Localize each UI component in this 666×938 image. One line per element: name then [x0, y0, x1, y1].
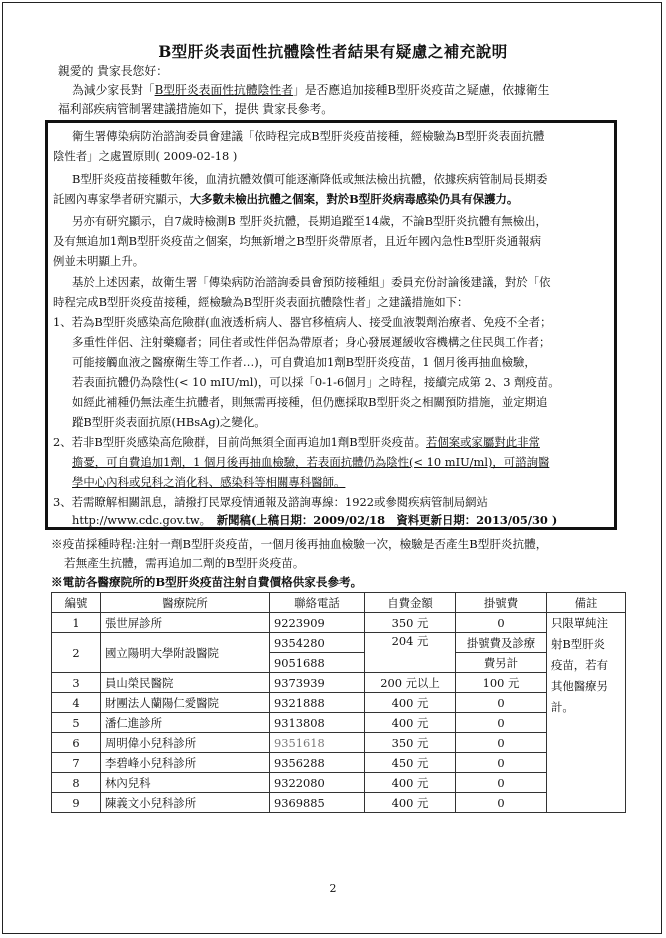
table-row — [52, 753, 626, 773]
page-title: B型肝炎表面性抗體陰性者結果有疑慮之補充說明 — [158, 42, 508, 61]
box-item2-line2: 擔憂，可自費追加1劑，1 個月後再抽血檢驗，若表面抗體仍為陰性(< 10 mIU/ml)，可諮詢醫 — [72, 455, 550, 469]
table-row — [52, 613, 626, 633]
vaccine-schedule-note-1: ※疫苗採種時程:注射一劑B型肝炎疫苗，一個月後再抽血檢驗一次，檢驗是否產生B型肝炎抗體， — [51, 537, 548, 551]
cell-hospital: 員山榮民醫院 — [101, 673, 270, 693]
box-p4-line2: 時程完成B型肝炎疫苗接種，經檢驗為B型肝炎表面抗體陰性者」之建議措施如下： — [53, 295, 469, 309]
box-item1-line6: 蹤B型肝炎表面抗原(HBsAg)之變化。 — [72, 415, 266, 429]
cell-phone: 9313808 — [270, 713, 365, 733]
table-row — [52, 693, 626, 713]
col-header-fee: 自費金額 — [365, 593, 456, 613]
table-row — [52, 673, 626, 693]
remark-cell: 只限單純注 射B型肝炎 疫苗，若有 其他醫療另 計。 — [547, 613, 626, 813]
col-header-no: 編號 — [52, 593, 101, 613]
cell-no: 8 — [52, 773, 101, 793]
cell-no: 2 — [52, 633, 101, 673]
cell-registration: 0 — [456, 793, 547, 813]
cell-registration: 0 — [456, 773, 547, 793]
cell-no: 6 — [52, 733, 101, 753]
cell-no: 9 — [52, 793, 101, 813]
box-p1-line1: 衛生署傳染病防治諮詢委員會建議「依時程完成B型肝炎疫苗接種，經檢驗為B型肝炎表面抗體 — [72, 129, 545, 143]
cell-fee: 400 元 — [365, 773, 456, 793]
box-item3-line2: http://www.cdc.gov.tw。 新聞稿(上稿日期：2009/02/18 資料更新日期：2013/05/30 ) — [72, 513, 558, 527]
box-item1-line2: 多重性伴侶、注射藥癮者；同住者或性伴侶為帶原者；身心發展遲緩收容機構之住民與工作者； — [72, 335, 551, 349]
col-header-remark: 備註 — [547, 593, 626, 613]
table-header-row — [52, 593, 626, 613]
cdc-website-link[interactable]: http://www.cdc.gov.tw。 — [72, 513, 206, 527]
cell-registration: 100 元 — [456, 673, 547, 693]
cell-no: 5 — [52, 713, 101, 733]
cell-fee: 400 元 — [365, 693, 456, 713]
box-p3-line1: 另亦有研究顯示，自7歲時檢測B 型肝炎抗體，長期追蹤至14歲，不論B型肝炎抗體有無檢出， — [72, 214, 547, 228]
cell-hospital: 財團法人蘭陽仁愛醫院 — [101, 693, 270, 713]
cell-fee: 200 元以上 — [365, 673, 456, 693]
cell-no: 3 — [52, 673, 101, 693]
page-number: 2 — [329, 882, 337, 895]
cell-hospital: 林內兒科 — [101, 773, 270, 793]
cell-hospital: 陳義文小兒科診所 — [101, 793, 270, 813]
box-p2-line2: 託國內專家學者研究顯示，大多數未檢出抗體之個案，對於B型肝炎病毒感染仍具有保護力。 — [53, 192, 519, 206]
box-p3-line3: 例並未明顯上升。 — [53, 254, 145, 268]
cell-hospital: 張世屏診所 — [101, 613, 270, 633]
cell-no: 7 — [52, 753, 101, 773]
cell-phone: 9322080 — [270, 773, 365, 793]
cell-phone: 9356288 — [270, 753, 365, 773]
cell-registration: 0 — [456, 693, 547, 713]
cell-phone: 9354280 — [270, 633, 365, 653]
cell-phone: 9373939 — [270, 673, 365, 693]
box-item2-line3: 學中心內科或兒科之消化科、感染科等相關專科醫師。 — [72, 475, 346, 489]
cell-no: 1 — [52, 613, 101, 633]
box-p3-line2: 及有無追加1劑B型肝炎疫苗之個案，均無新增之B型肝炎帶原者，且近年國內急性B型肝炎通報病 — [53, 234, 541, 248]
table-row — [52, 713, 626, 733]
box-item1-line4: 若表面抗體仍為陰性(< 10 mIU/ml)，可以採「0-1-6個月」之時程，接續完成第 2、3 劑疫苗。 — [72, 375, 560, 389]
cell-phone: 9051688 — [270, 653, 365, 673]
box-p2-line1: B型肝炎疫苗接種數年後，血清抗體效價可能逐漸降低或無法檢出抗體，依據疾病管制局長期委 — [72, 172, 548, 186]
greeting: 親愛的 貴家長您好： — [58, 64, 168, 78]
box-item1-line1: 1、若為B型肝炎感染高危險群(血液透析病人、器官移植病人、接受血液製劑治療者、免疫不全者； — [53, 315, 552, 329]
cell-registration: 費另計 — [456, 653, 547, 673]
cell-hospital: 周明偉小兒科診所 — [101, 733, 270, 753]
box-item3-line1: 3、若需瞭解相關訊息，請撥打民眾疫情通報及諮詢專線：1922或參閱疾病管制局網站 — [53, 495, 488, 509]
cell-phone: 9321888 — [270, 693, 365, 713]
cell-registration: 0 — [456, 753, 547, 773]
cell-fee: 350 元 — [365, 733, 456, 753]
price-reference-note: ※電訪各醫療院所的B型肝炎疫苗注射自費價格供家長參考。 — [51, 575, 363, 589]
box-item1-line3: 可能接觸血液之醫療衛生等工作者…)，可自費追加1劑B型肝炎疫苗，1 個月後再抽血檢驗， — [72, 355, 536, 369]
box-p4-line1: 基於上述因素，故衛生署「傳染病防治諮詢委員會預防接種組」委員充份討論後建議，對於「依 — [72, 275, 551, 289]
cell-registration: 0 — [456, 733, 547, 753]
cell-registration: 掛號費及診療 — [456, 633, 547, 653]
cell-fee: 204 元 — [365, 633, 456, 673]
cell-fee: 350 元 — [365, 613, 456, 633]
col-header-hospital: 醫療院所 — [101, 593, 270, 613]
cell-fee: 400 元 — [365, 793, 456, 813]
cell-phone: 9369885 — [270, 793, 365, 813]
box-item1-line5: 如經此補種仍無法產生抗體者，則無需再接種，但仍應採取B型肝炎之相關預防措施，並定期追 — [72, 395, 548, 409]
box-p1-line2: 陰性者」之處置原則( 2009-02-18 ) — [53, 149, 238, 163]
col-header-registration: 掛號費 — [456, 593, 547, 613]
intro-line-1: 為減少家長對「B型肝炎表面性抗體陰性者」是否應追加接種B型肝炎疫苗之疑慮，依據衛生 — [72, 83, 550, 97]
cell-no: 4 — [52, 693, 101, 713]
table-row — [52, 633, 626, 653]
box-item2-line1: 2、若非B型肝炎感染高危險群，目前尚無須全面再追加1劑B型肝炎疫苗。若個案或家屬對此非常 — [53, 435, 540, 449]
cell-fee: 450 元 — [365, 753, 456, 773]
table-row — [52, 733, 626, 753]
vaccine-price-table — [51, 592, 626, 813]
intro-line-2: 福利部疾病管制署建議措施如下，提供 貴家長參考。 — [58, 102, 334, 116]
cell-hospital: 潘仁進診所 — [101, 713, 270, 733]
cell-phone: 9223909 — [270, 613, 365, 633]
vaccine-schedule-note-2: 若無產生抗體，需再追加二劑的B型肝炎疫苗。 — [64, 556, 305, 570]
cell-phone: 9351618 — [270, 733, 365, 753]
table-row — [52, 773, 626, 793]
col-header-phone: 聯絡電話 — [270, 593, 365, 613]
cell-hospital: 李碧峰小兒科診所 — [101, 753, 270, 773]
table-row — [52, 793, 626, 813]
cell-hospital: 國立陽明大學附設醫院 — [101, 633, 270, 673]
cell-registration: 0 — [456, 613, 547, 633]
cell-registration: 0 — [456, 713, 547, 733]
cell-fee: 400 元 — [365, 713, 456, 733]
